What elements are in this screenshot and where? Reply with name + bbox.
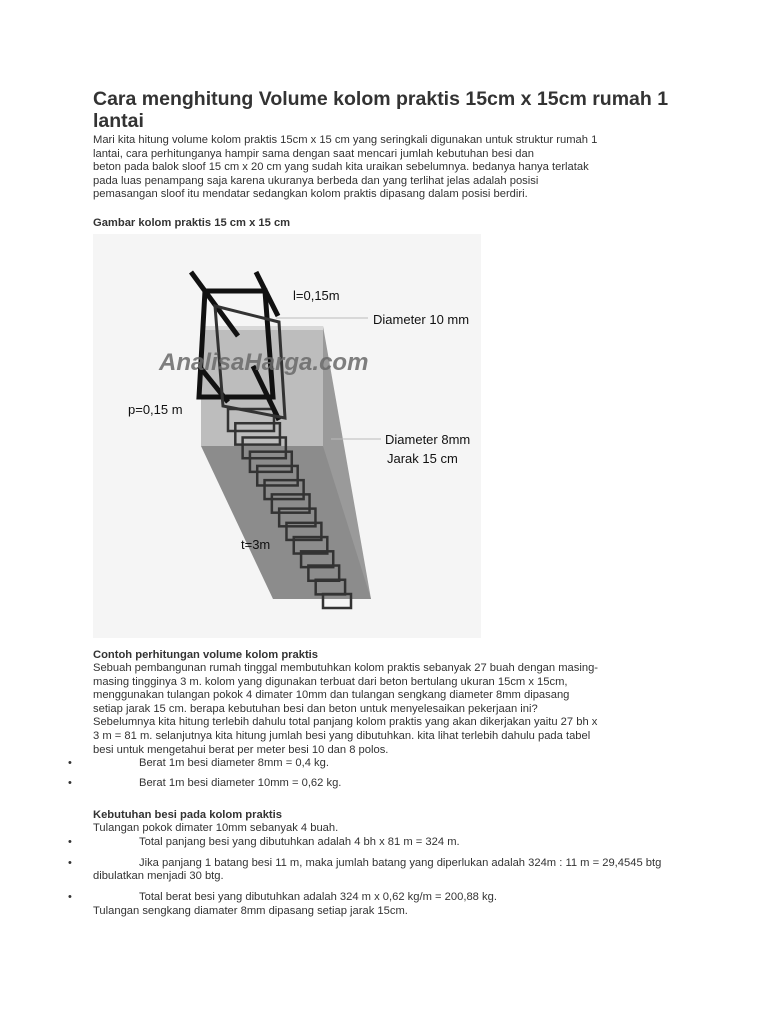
- figure-heading: Gambar kolom praktis 15 cm x 15 cm: [93, 216, 291, 229]
- example-line: menggunakan tulangan pokok 4 dimater 10mm dan tulangan sengkang diameter 8mm dipasang: [93, 689, 570, 702]
- label-height: t=3m: [241, 536, 271, 552]
- intro-paragraph: [93, 134, 683, 202]
- list-item-text: Total berat besi yang dibutuhkan adalah 324 m x 0,62 kg/m = 200,88 kg.: [139, 890, 497, 903]
- label-diameter-8: Diameter 8mm: [385, 431, 471, 447]
- intro-line: beton pada balok sloof 15 cm x 20 cm yang sudah kita uraikan sebelumnya. bedanya hanya terlatak: [93, 161, 589, 174]
- bullet: •: [68, 835, 72, 848]
- besi-heading: Kebutuhan besi pada kolom praktis: [93, 809, 282, 822]
- example-line: 3 m = 81 m. selanjutnya kita hitung jumlah besi yang dibutuhkan. kita lihat terlebih dahulu pada tabel: [93, 729, 591, 742]
- article: [68, 88, 683, 919]
- list-item-text: Berat 1m besi diameter 8mm = 0,4 kg.: [139, 757, 329, 770]
- intro-line: pada luas penampang saja karena ukuranya berbeda dan yang terlihat jelas adalah posisi: [93, 174, 539, 187]
- besi-list: [68, 835, 683, 904]
- column-diagram: [93, 234, 481, 638]
- list-item-text: Berat 1m besi diameter 10mm = 0,62 kg.: [139, 776, 342, 789]
- bullet: •: [68, 776, 72, 789]
- example-line: masing tingginya 3 m. kolom yang digunakan terbuat dari beton bertulang ukuran 15cm x 15cm,: [93, 675, 568, 688]
- list-item: [68, 757, 683, 771]
- intro-line: pemasangan sloof itu mendatar sedangkan kolom praktis dipasang dalam posisi berdiri.: [93, 188, 528, 201]
- example-line: Sebuah pembangunan rumah tinggal membutuhkan kolom praktis sebanyak 27 buah dengan masing-: [93, 661, 599, 674]
- bullet: •: [68, 890, 72, 903]
- label-spacing: Jarak 15 cm: [387, 450, 458, 466]
- column-diagram-figure: [93, 234, 481, 638]
- example-heading: Contoh perhitungan volume kolom praktis: [93, 648, 319, 661]
- list-item: [68, 776, 683, 791]
- list-item: [68, 835, 683, 850]
- list-item: [68, 856, 683, 884]
- example-line: Sebelumnya kita hitung terlebih dahulu total panjang kolom praktis yang akan dikerjakan yaitu 27 bh x: [93, 716, 598, 729]
- intro-line: lantai, cara perhitunganya hampir sama dengan saat mencari jumlah kebutuhan besi dan: [93, 147, 534, 160]
- example-line: besi untuk mengetahui berat per meter besi 10 dan 8 polos.: [93, 743, 389, 756]
- sengkang-text: Tulangan sengkang diamater 8mm dipasang setiap jarak 15cm.: [93, 905, 408, 918]
- label-diameter-10: Diameter 10 mm: [373, 311, 470, 327]
- watermark: AnalisaHarga.com: [159, 348, 369, 376]
- weight-list: [68, 757, 683, 790]
- example-paragraph: [93, 662, 683, 757]
- label-length: p=0,15 m: [128, 401, 183, 417]
- column-top-edge: [201, 326, 323, 330]
- example-line: setiap jarak 15 cm. berapa kebutuhan besi dan beton untuk menyelesaikan pekerjaan ini?: [93, 702, 538, 715]
- list-item-text: Jika panjang 1 batang besi 11 m, maka jumlah batang yang diperlukan adalah 324m : 11 m = 29,4545 btg dibulatkan menjadi 30 btg.: [93, 856, 662, 883]
- label-width: l=0,15m: [293, 287, 340, 303]
- besi-intro: Tulangan pokok dimater 10mm sebanyak 4 buah.: [93, 822, 339, 835]
- list-item: [68, 890, 683, 905]
- bullet: •: [68, 757, 72, 770]
- page-title: Cara menghitung Volume kolom praktis 15cm x 15cm rumah 1 lantai: [93, 88, 669, 132]
- intro-line: Mari kita hitung volume kolom praktis 15cm x 15 cm yang seringkali digunakan untuk struktur rumah 1: [93, 134, 598, 146]
- list-item-text: Total panjang besi yang dibutuhkan adalah 4 bh x 81 m = 324 m.: [139, 835, 460, 848]
- bullet: •: [68, 856, 72, 869]
